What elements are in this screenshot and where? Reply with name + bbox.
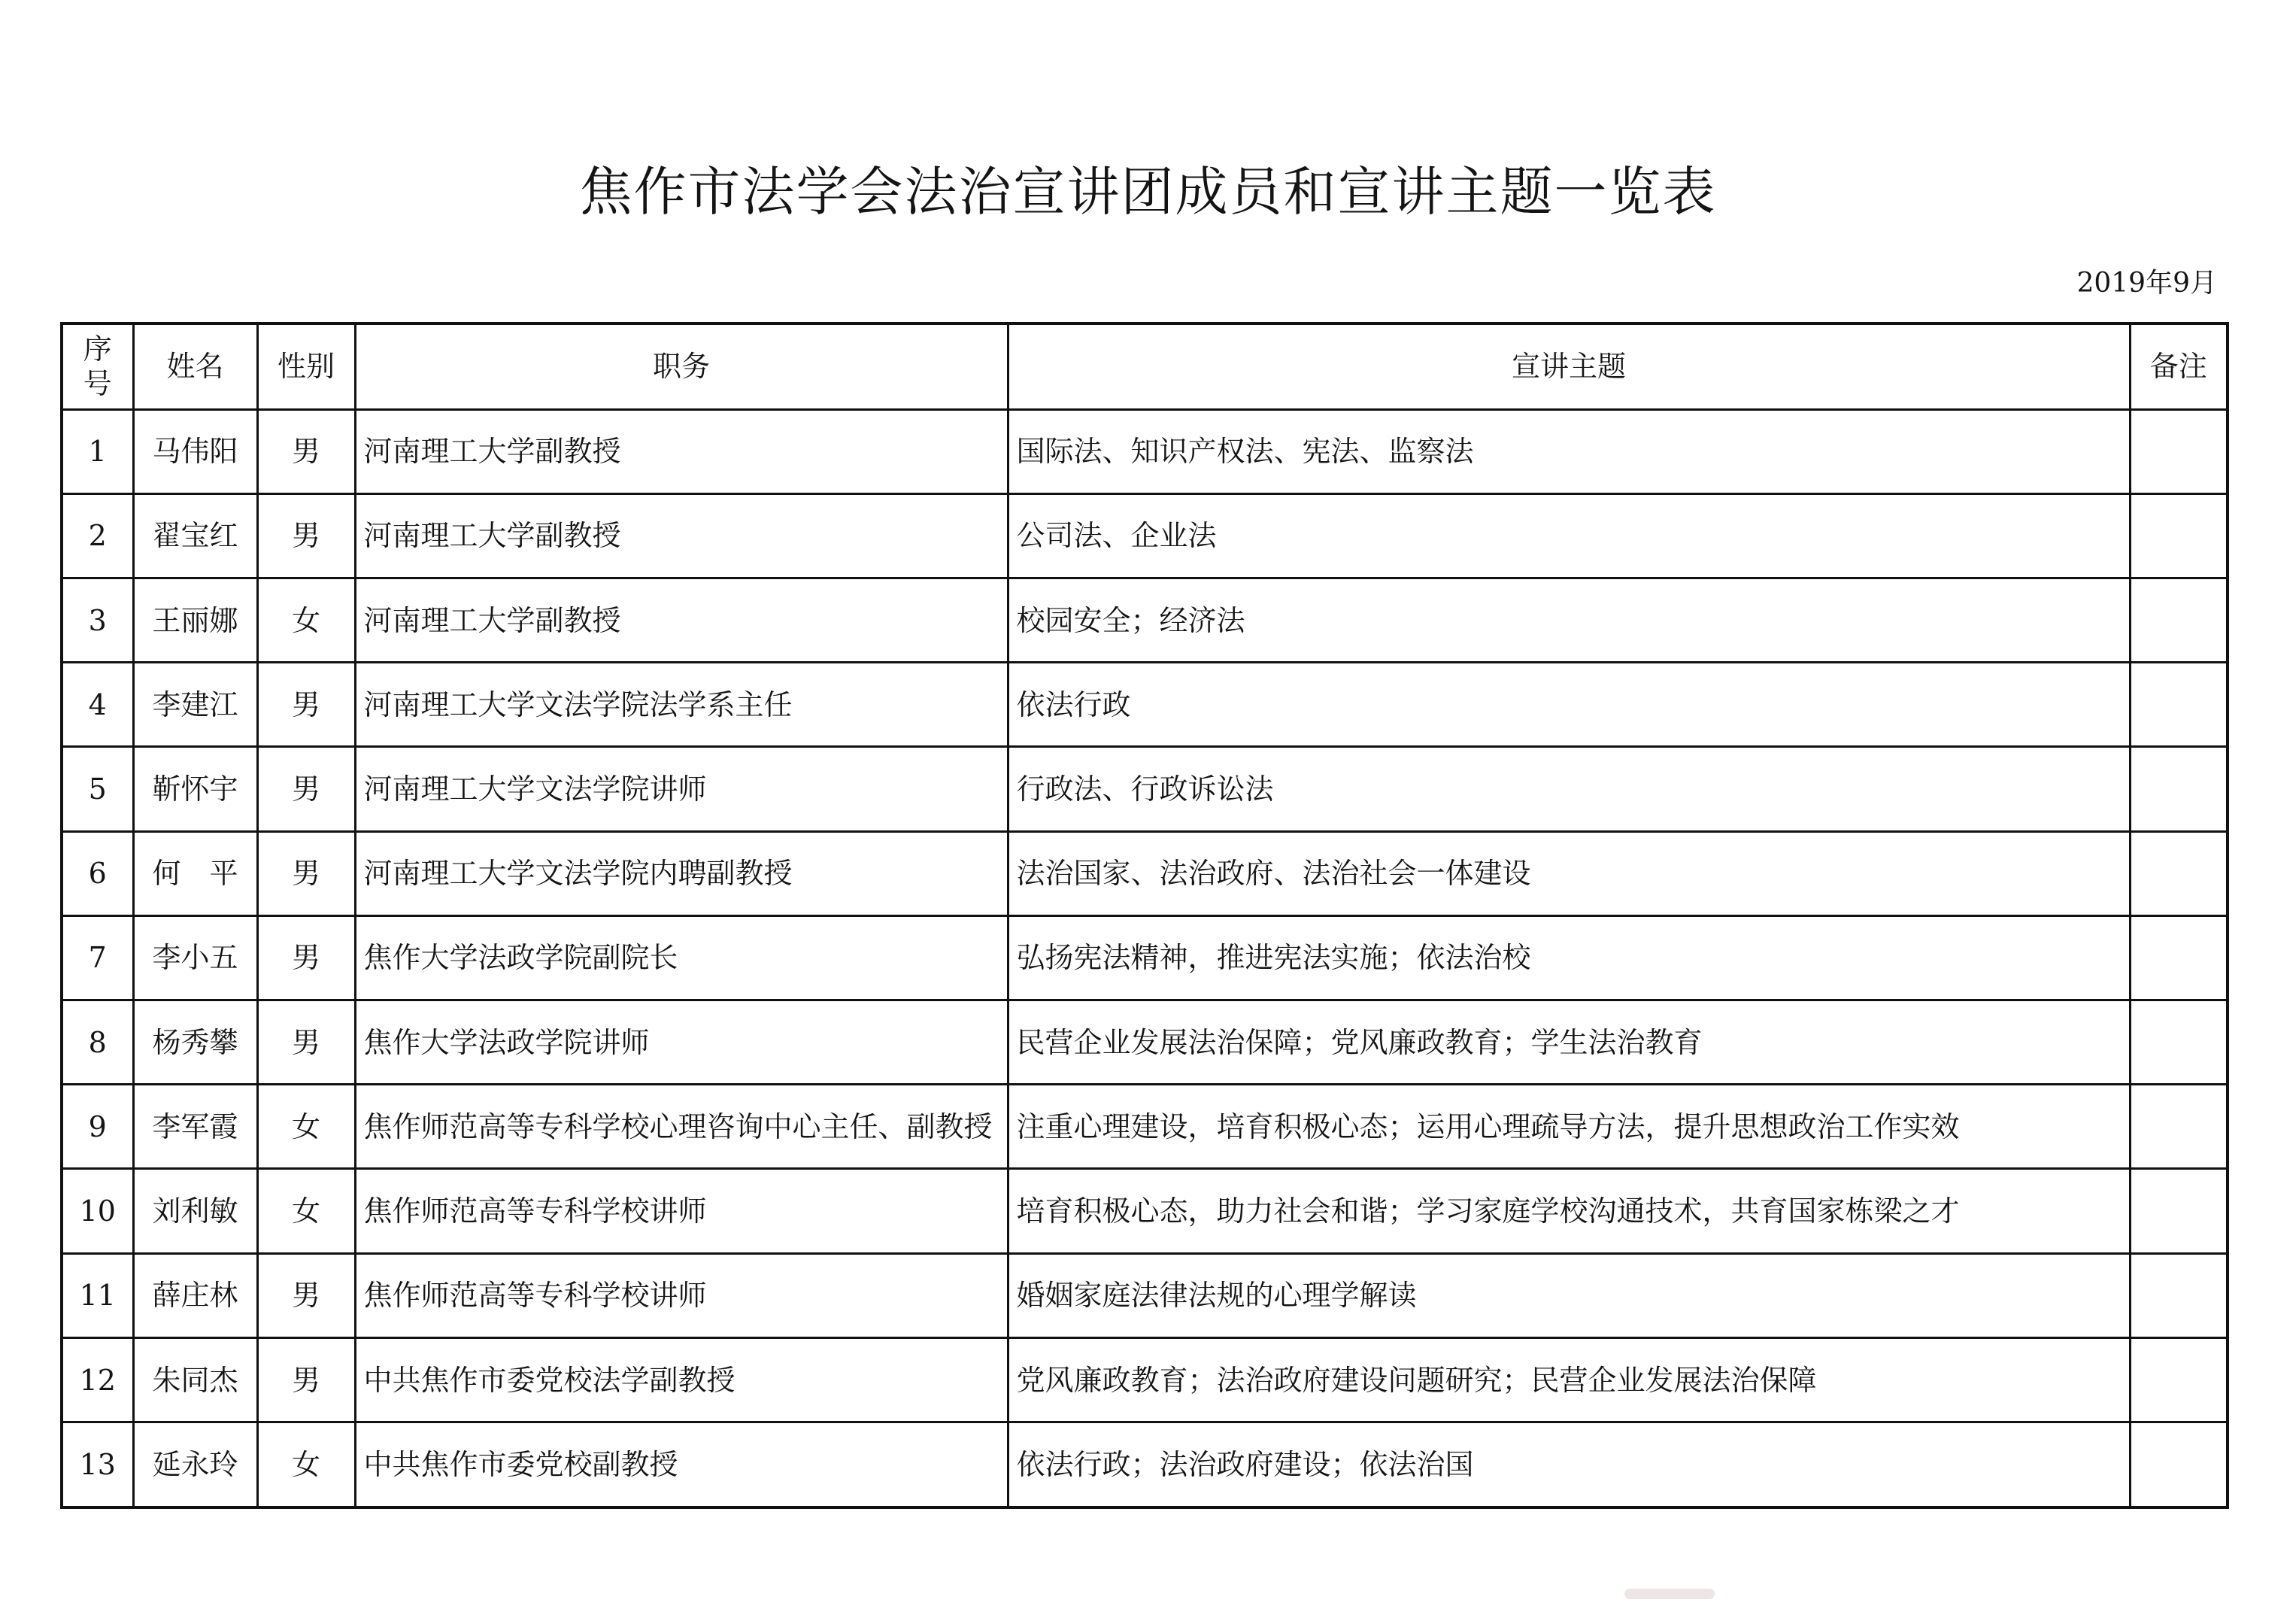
cell-gender: 女 (257, 578, 355, 662)
table-row (62, 1085, 2228, 1169)
cell-index: 13 (62, 1422, 133, 1507)
cell-name: 靳怀宇 (133, 747, 257, 831)
cell-position: 焦作师范高等专科学校心理咨询中心主任、副教授 (355, 1085, 1008, 1169)
header-gender: 性别 (257, 323, 355, 409)
header-row (62, 323, 2228, 409)
cell-position: 中共焦作市委党校副教授 (355, 1422, 1008, 1507)
cell-remarks (2130, 1000, 2228, 1085)
cell-remarks (2130, 663, 2228, 747)
header-remarks: 备注 (2130, 323, 2228, 409)
cell-topic: 培育积极心态，助力社会和谐；学习家庭学校沟通技术，共育国家栋梁之才 (1008, 1169, 2130, 1253)
cell-topic: 民营企业发展法治保障；党风廉政教育；学生法治教育 (1008, 1000, 2130, 1085)
cell-position: 焦作师范高等专科学校讲师 (355, 1169, 1008, 1253)
cell-topic: 依法行政；法治政府建设；依法治国 (1008, 1422, 2130, 1507)
cell-gender: 女 (257, 1422, 355, 1507)
cell-remarks (2130, 578, 2228, 662)
table-row (62, 663, 2228, 747)
table-row (62, 1169, 2228, 1253)
cell-index: 7 (62, 915, 133, 1000)
table-row (62, 1422, 2228, 1507)
cell-gender: 男 (257, 663, 355, 747)
cell-topic: 法治国家、法治政府、法治社会一体建设 (1008, 831, 2130, 915)
cell-remarks (2130, 409, 2228, 493)
table-row (62, 915, 2228, 1000)
cell-position: 焦作师范高等专科学校讲师 (355, 1253, 1008, 1337)
cell-remarks (2130, 831, 2228, 915)
cell-index: 6 (62, 831, 133, 915)
cell-position: 中共焦作市委党校法学副教授 (355, 1337, 1008, 1422)
document-date: 2019年9月 (2076, 268, 2217, 299)
table-row (62, 493, 2228, 578)
cell-topic: 国际法、知识产权法、宪法、监察法 (1008, 409, 2130, 493)
cell-topic: 校园安全；经济法 (1008, 578, 2130, 662)
roster-body (62, 409, 2228, 1507)
cell-position: 焦作大学法政学院讲师 (355, 1000, 1008, 1085)
cell-index: 9 (62, 1085, 133, 1169)
cell-position: 焦作大学法政学院副院长 (355, 915, 1008, 1000)
cell-index: 11 (62, 1253, 133, 1337)
cell-topic: 注重心理建设，培育积极心态；运用心理疏导方法，提升思想政治工作实效 (1008, 1085, 2130, 1169)
cell-topic: 依法行政 (1008, 663, 2130, 747)
cell-name: 杨秀攀 (133, 1000, 257, 1085)
cell-position: 河南理工大学副教授 (355, 493, 1008, 578)
cell-gender: 女 (257, 1085, 355, 1169)
cell-gender: 男 (257, 1000, 355, 1085)
cell-name: 翟宝红 (133, 493, 257, 578)
cell-remarks (2130, 747, 2228, 831)
cell-gender: 男 (257, 747, 355, 831)
cell-position: 河南理工大学副教授 (355, 409, 1008, 493)
table-row (62, 747, 2228, 831)
cell-position: 河南理工大学文法学院讲师 (355, 747, 1008, 831)
cell-topic: 弘扬宪法精神，推进宪法实施；依法治校 (1008, 915, 2130, 1000)
cell-name: 朱同杰 (133, 1337, 257, 1422)
cell-index: 4 (62, 663, 133, 747)
cell-topic: 公司法、企业法 (1008, 493, 2130, 578)
cell-index: 1 (62, 409, 133, 493)
cell-position: 河南理工大学副教授 (355, 578, 1008, 662)
table-row (62, 1337, 2228, 1422)
table-row (62, 831, 2228, 915)
cell-remarks (2130, 1253, 2228, 1337)
cell-name: 薛庄林 (133, 1253, 257, 1337)
cell-name: 刘利敏 (133, 1169, 257, 1253)
document-title: 焦作市法学会法治宣讲团成员和宣讲主题一览表 (579, 161, 1717, 223)
cell-topic: 行政法、行政诉讼法 (1008, 747, 2130, 831)
cell-index: 2 (62, 493, 133, 578)
header-topic: 宣讲主题 (1008, 323, 2130, 409)
header-position: 职务 (355, 323, 1008, 409)
cell-name: 李军霞 (133, 1085, 257, 1169)
cell-position: 河南理工大学文法学院内聘副教授 (355, 831, 1008, 915)
cell-name: 延永玲 (133, 1422, 257, 1507)
table-row (62, 1000, 2228, 1085)
cell-remarks (2130, 1422, 2228, 1507)
cell-index: 3 (62, 578, 133, 662)
header-name: 姓名 (133, 323, 257, 409)
cell-index: 8 (62, 1000, 133, 1085)
cell-remarks (2130, 1337, 2228, 1422)
cell-index: 10 (62, 1169, 133, 1253)
table-row (62, 578, 2228, 662)
cell-position: 河南理工大学文法学院法学系主任 (355, 663, 1008, 747)
faint-watermark (1624, 1589, 1715, 1599)
cell-name: 王丽娜 (133, 578, 257, 662)
cell-topic: 婚姻家庭法律法规的心理学解读 (1008, 1253, 2130, 1337)
cell-gender: 女 (257, 1169, 355, 1253)
cell-name: 马伟阳 (133, 409, 257, 493)
cell-name: 李建江 (133, 663, 257, 747)
cell-index: 12 (62, 1337, 133, 1422)
cell-index: 5 (62, 747, 133, 831)
cell-remarks (2130, 493, 2228, 578)
cell-name: 李小五 (133, 915, 257, 1000)
cell-remarks (2130, 1169, 2228, 1253)
table-row (62, 1253, 2228, 1337)
cell-gender: 男 (257, 493, 355, 578)
speaker-roster-table (60, 322, 2229, 1509)
header-index: 序号 (62, 323, 133, 409)
cell-gender: 男 (257, 1253, 355, 1337)
cell-remarks (2130, 915, 2228, 1000)
cell-topic: 党风廉政教育；法治政府建设问题研究；民营企业发展法治保障 (1008, 1337, 2130, 1422)
table-row (62, 409, 2228, 493)
cell-gender: 男 (257, 831, 355, 915)
cell-gender: 男 (257, 1337, 355, 1422)
cell-gender: 男 (257, 409, 355, 493)
cell-name: 何 平 (133, 831, 257, 915)
cell-gender: 男 (257, 915, 355, 1000)
cell-remarks (2130, 1085, 2228, 1169)
